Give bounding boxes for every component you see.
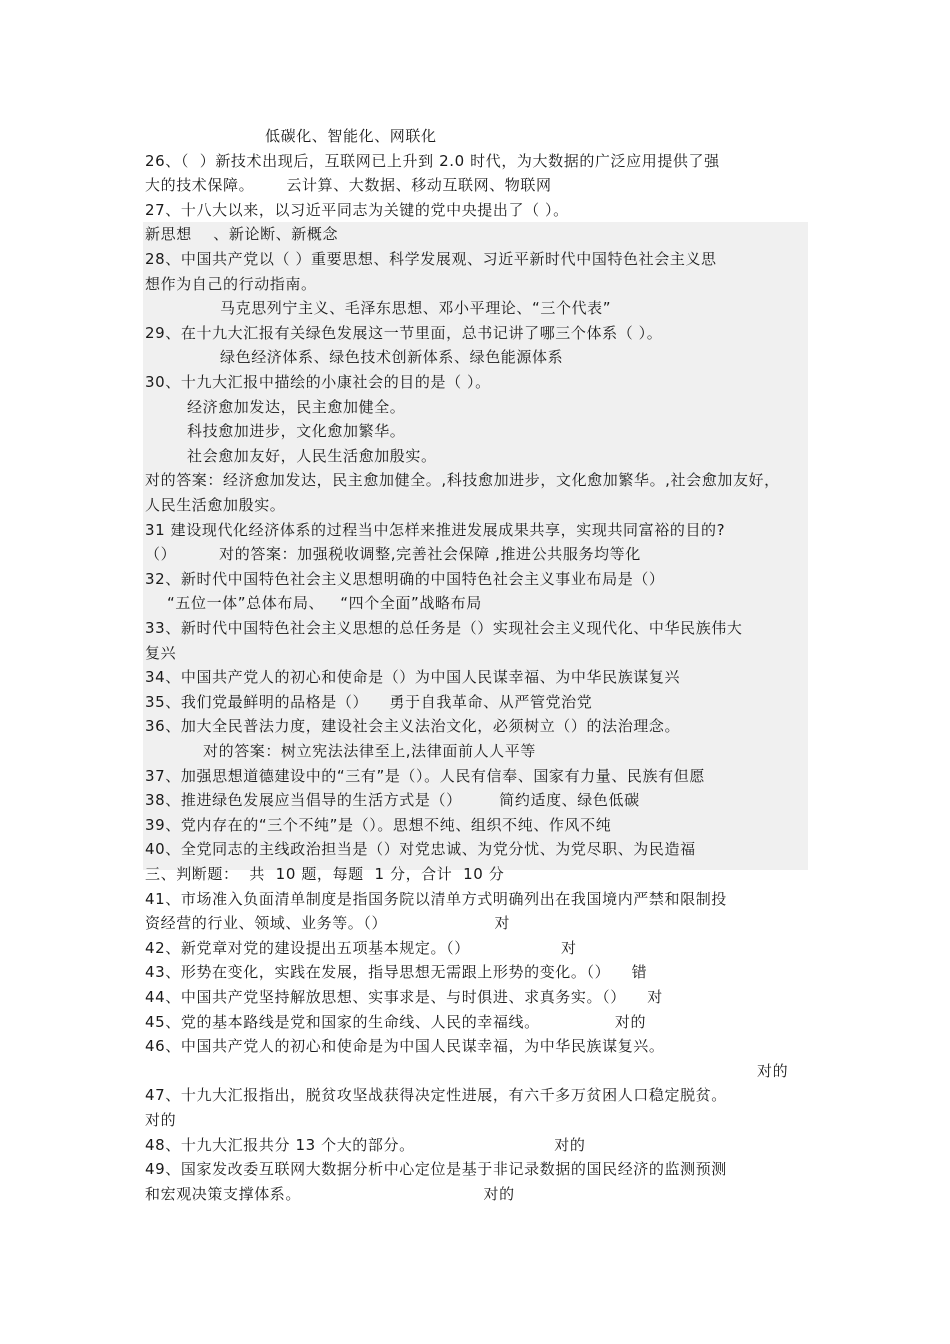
text-line: 37、加强思想道德建设中的“三有”是（）。人民有信奉、国家有力量、民族有但愿 [145,766,705,785]
text-line: 马克思列宁主义、毛泽东思想、邓小平理论、“三个代表” [220,299,612,318]
text-line: “五位一体”总体布局、 “四个全面”战略布局 [167,594,482,613]
text-line: 35、我们党最鲜明的品格是（） 勇于自我革命、从严管党治党 [145,692,593,711]
text-line: 45、党的基本路线是党和国家的生命线、人民的幸福线。 对的 [145,1012,647,1031]
text-line: 低碳化、智能化、网联化 [265,127,437,145]
text-line: 47、十九大汇报指出，脱贫攻坚战获得决定性进展，有六千多万贫困人口稳定脱贫。 [145,1086,727,1105]
text-line: 29、在十九大汇报有关绿色发展这一节里面，总书记讲了哪三个体系（ ）。 [145,323,663,342]
text-line: 人民生活愈加殷实。 [145,496,286,514]
text-line: 36、加大全民普法力度，建设社会主义法治文化，必须树立（）的法治理念。 [145,717,681,736]
text-line: 对的 [757,1061,789,1080]
text-line: 46、中国共产党人的初心和使命是为中国人民谋幸福，为中华民族谋复兴。 [145,1037,665,1056]
text-line: 42、新党章对党的建设提出五项基本规定。（） 对 [145,938,577,957]
text-line: 32、新时代中国特色社会主义思想明确的中国特色社会主义事业布局是（） [145,569,665,588]
text-line: 对的 [145,1111,177,1129]
text-line: 34、中国共产党人的初心和使命是（）为中国人民谋幸福、为中华民族谋复兴 [145,668,681,687]
text-line: 44、中国共产党坚持解放思想、实事求是、与时俱进、求真务实。（） 对 [145,988,663,1006]
text-line: 40、全党同志的主线政治担当是（）对党忠诚、为党分忧、为党尽职、为民造福 [145,840,696,859]
text-line: 复兴 [145,643,177,662]
text-line: 经济愈加发达，民主愈加健全。 [187,397,406,416]
text-line: 和宏观决策支撑体系。 对的 [145,1184,515,1203]
text-line: 绿色经济体系、绿色技术创新体系、绿色能源体系 [220,348,564,367]
text-line: 27、十八大以来，以习近平同志为关键的党中央提出了（ ）。 [145,200,569,219]
text-line: 大的技术保障。 云计算、大数据、移动互联网、物联网 [145,176,552,195]
text-line: 49、国家发改委互联网大数据分析中心定位是基于非记录数据的国民经济的监测预测 [145,1160,727,1179]
text-line: 48、十九大汇报共分 13 个大的部分。 对的 [145,1135,586,1154]
text-line: 33、新时代中国特色社会主义思想的总任务是（）实现社会主义现代化、中华民族伟大 [145,619,743,637]
text-line: 39、党内存在的“三个不纯”是（）。思想不纯、组织不纯、作风不纯 [145,815,612,834]
text-line: 对的答案：树立宪法法律至上,法律面前人人平等 [203,742,536,760]
text-line: 41、市场准入负面清单制度是指国务院以清单方式明确列出在我国境内严禁和限制投 [145,889,727,908]
text-line: 对的答案：经济愈加发达，民主愈加健全。,科技愈加进步，文化愈加繁华。,社会愈加友好， [145,471,780,490]
text-line: 38、推进绿色发展应当倡导的生活方式是（） 简约适度、绿色低碳 [145,791,640,810]
text-line: 30、十九大汇报中描绘的小康社会的目的是（ ）。 [145,373,491,391]
text-line: 科技愈加进步，文化愈加繁华。 [187,422,406,441]
text-line: 31 建设现代化经济体系的过程当中怎样来推进发展成果共享，实现共同富裕的目的? [145,520,726,539]
text-line: 三、判断题： 共 10 题，每题 1 分，合计 10 分 [145,865,505,883]
text-line: 43、形势在变化，实践在发展，指导思想无需跟上形势的变化。（） 错 [145,963,648,982]
text-line: 28、中国共产党以（ ）重要思想、科学发展观、习近平新时代中国特色社会主义思 [145,250,717,268]
text-line: 新思想 、新论断、新概念 [145,225,339,244]
text-line: 想作为自己的行动指南。 [145,274,317,293]
text-line: （） 对的答案：加强税收调整,完善社会保障 ,推进公共服务均等化 [145,545,641,564]
text-line: 26、（ ）新技术出现后，互联网已上升到 2.0 时代，为大数据的广泛应用提供了强 [145,151,720,170]
text-line: 社会愈加友好，人民生活愈加殷实。 [187,446,437,465]
text-line: 资经营的行业、领域、业务等。（） 对 [145,914,511,933]
